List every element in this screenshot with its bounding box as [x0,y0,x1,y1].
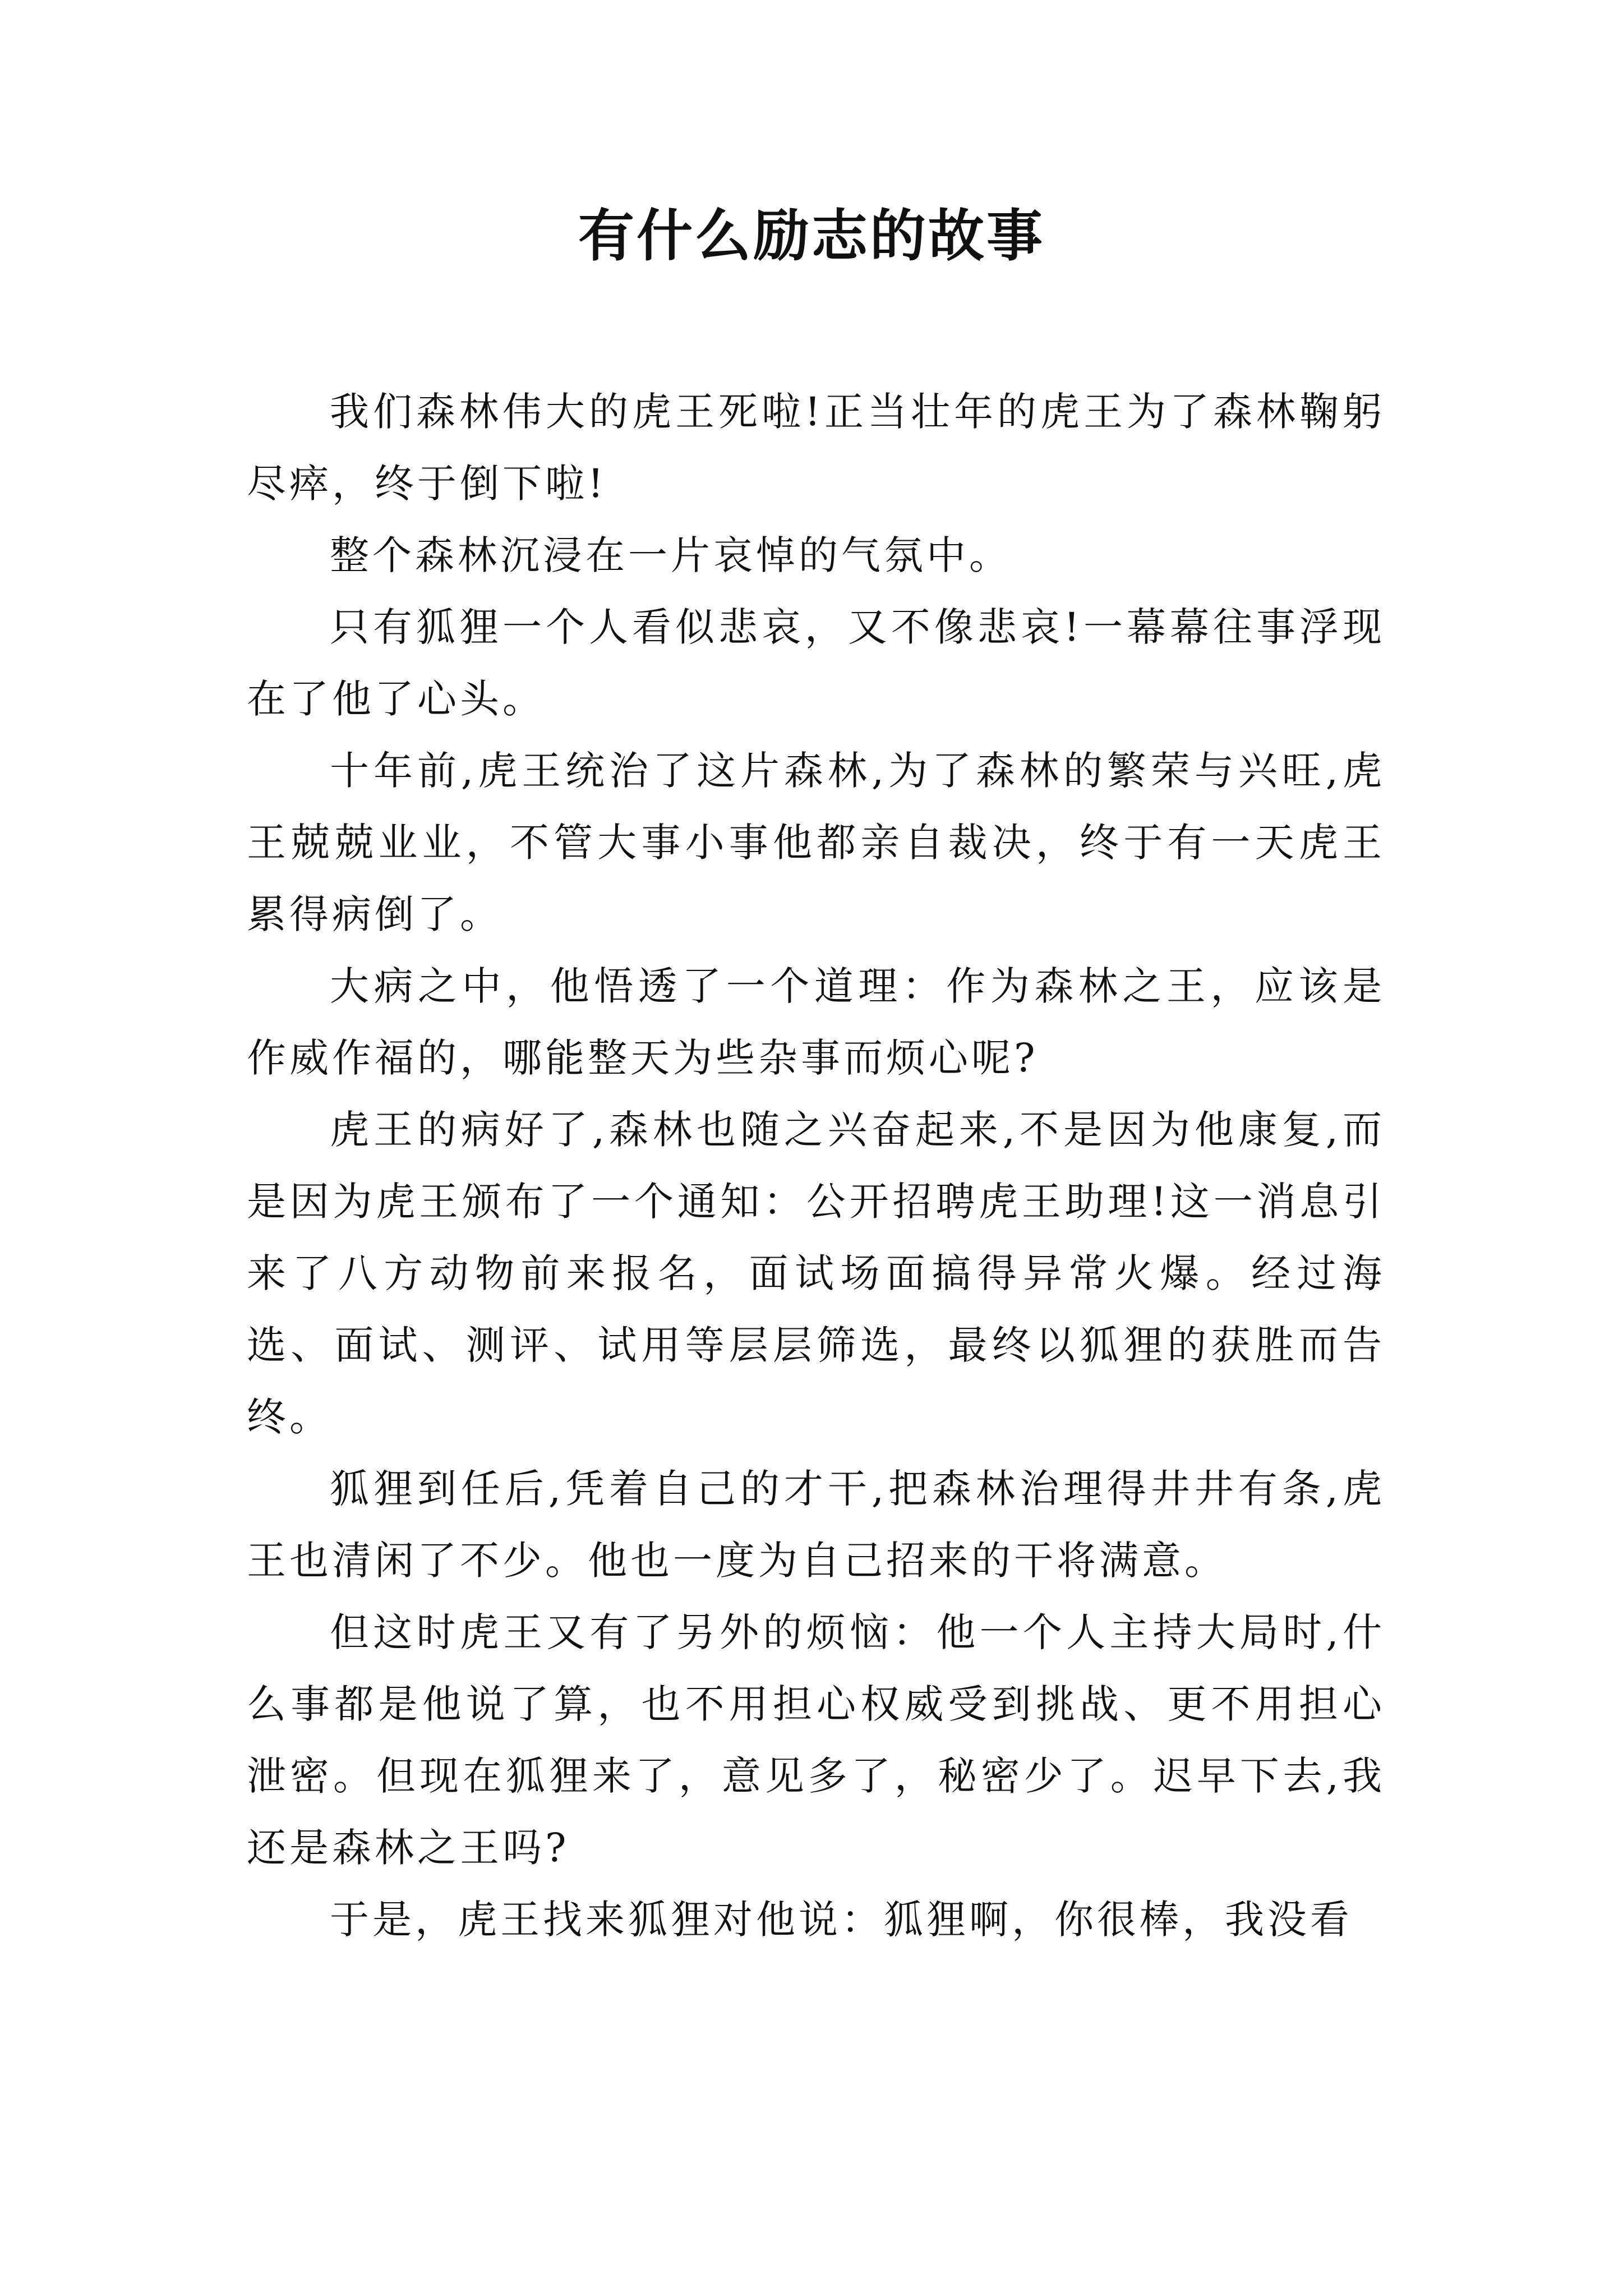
paragraph: 只有狐狸一个人看似悲哀，又不像悲哀!一幕幕往事浮现在了他了心头。 [247,604,1385,722]
paragraph: 虎王的病好了,森林也随之兴奋起来,不是因为他康复,而是因为虎王颁布了一个通知：公开招聘虎王助理!这一消息引来了八方动物前来报名，面试场面搞得异常火爆。经过海选、面试、测评、试用等层层筛选，最终以狐狸的获胜而告终。 [247,1107,1385,1440]
paragraph: 狐狸到任后,凭着自己的才干,把森林治理得井井有条,虎王也清闲了不少。他也一度为自己招来的干将满意。 [247,1466,1385,1584]
paragraph: 于是，虎王找来狐狸对他说：狐狸啊，你很棒，我没看 [330,1897,1353,1943]
paragraph: 整个森林沉浸在一片哀悼的气氛中。 [330,532,1012,578]
paragraph: 大病之中，他悟透了一个道理：作为森林之王，应该是作威作福的，哪能整天为些杂事而烦心呢? [247,963,1385,1081]
document-title: 有什么励志的故事 [578,203,1045,269]
document-body [247,376,1385,1955]
paragraph: 十年前,虎王统治了这片森林,为了森林的繁荣与兴旺,虎王兢兢业业，不管大事小事他都亲自裁决，终于有一天虎王累得病倒了。 [247,748,1385,937]
paragraph: 但这时虎王又有了另外的烦恼：他一个人主持大局时,什么事都是他说了算，也不用担心权威受到挑战、更不用担心泄密。但现在狐狸来了，意见多了，秘密少了。迟早下去,我还是森林之王吗? [247,1609,1385,1871]
paragraph: 我们森林伟大的虎王死啦!正当壮年的虎王为了森林鞠躬尽瘁，终于倒下啦! [247,389,1385,507]
